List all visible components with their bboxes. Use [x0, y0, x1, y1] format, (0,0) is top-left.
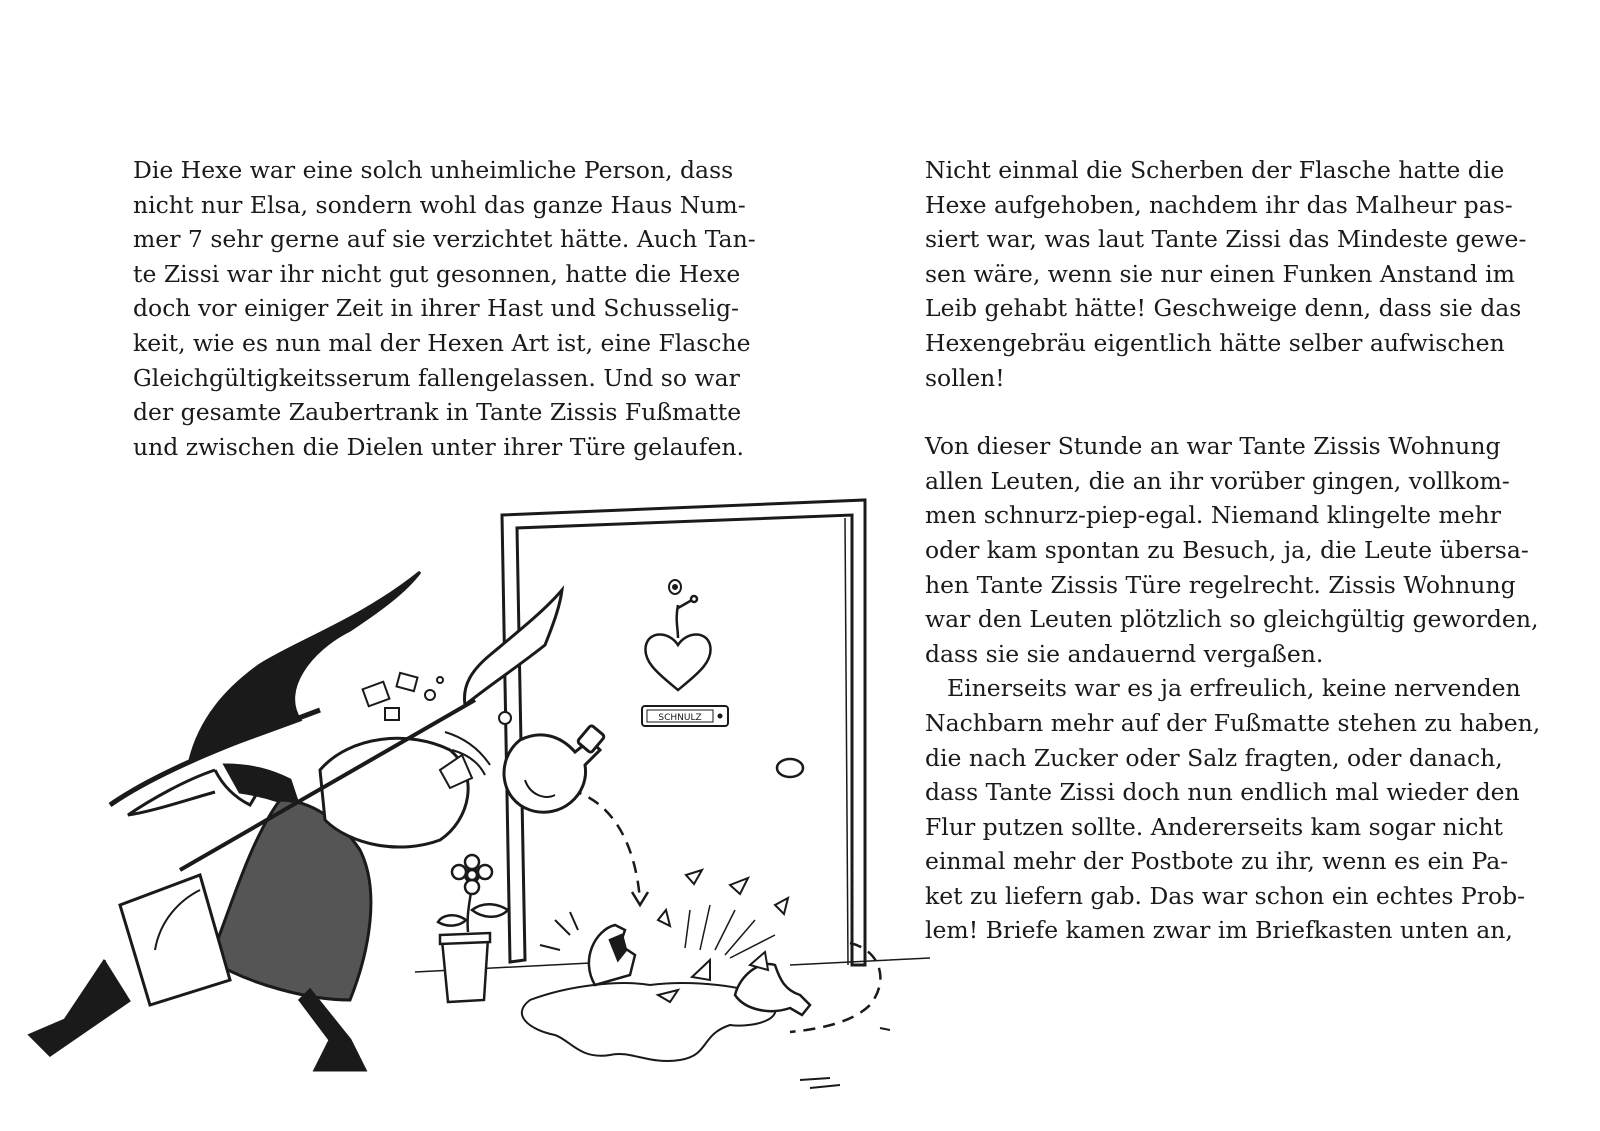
nameplate [642, 706, 728, 726]
right-text-column [925, 153, 1541, 948]
text-line: siert war, was laut Tante Zissi das Mindeste gewe- [925, 225, 1527, 254]
text-line: nicht nur Elsa, sondern wohl das ganze Haus Num- [133, 190, 746, 219]
text-line: Die Hexe war eine solch unheimliche Person, dass [133, 156, 734, 184]
text-line: Hexengebräu eigentlich hätte selber aufwischen [925, 328, 1505, 357]
text-line: und zwischen die Dielen unter ihrer Türe gelaufen. [133, 432, 744, 461]
trajectory-line [570, 790, 640, 900]
peephole-icon [669, 580, 681, 594]
paragraph-witch [133, 153, 756, 464]
text-line: die nach Zucker oder Salz fragten, oder danach, [925, 743, 1503, 772]
text-line: keit, wie es nun mal der Hexen Art ist, eine Flasche [133, 328, 751, 357]
door-icon [502, 500, 865, 965]
text-line: einmal mehr der Postbote zu ihr, wenn es ein Pa- [925, 847, 1509, 876]
text-line: Einerseits war es ja erfreulich, keine nervenden [947, 674, 1521, 703]
paragraph-gap [925, 395, 1473, 429]
text-line: Nicht einmal die Scherben der Flasche hatte die [925, 156, 1505, 184]
text-line: Hexe aufgehoben, nachdem ihr das Malheur pas- [925, 190, 1513, 219]
text-line: war den Leuten plötzlich so gleichgültig geworden, [925, 605, 1539, 634]
text-line: dass Tante Zissi doch nun endlich mal wieder den [925, 778, 1520, 807]
flower-pot-icon [438, 855, 508, 1002]
heart-icon [645, 596, 710, 690]
text-line: hen Tante Zissis Türe regelrecht. Zissis Wohnung [925, 570, 1516, 599]
left-text-column [133, 153, 756, 464]
text-line: allen Leuten, die an ihr vorüber gingen, vollkom- [925, 466, 1510, 495]
text-line: der gesamte Zaubertrank in Tante Zissis Fußmatte [133, 398, 742, 427]
text-line: Leib gehabt hätte! Geschweige denn, dass sie das [925, 294, 1522, 323]
text-line: dass sie sie andauernd vergaßen. [925, 639, 1324, 668]
text-line: Nachbarn mehr auf der Fußmatte stehen zu haben, [925, 708, 1541, 737]
text-line: doch vor einiger Zeit in ihrer Hast und Schusselig- [133, 294, 739, 323]
text-line: oder kam spontan zu Besuch, ja, die Leute übersa- [925, 535, 1529, 564]
paragraph-apartment [925, 429, 1539, 671]
text-line: sollen! [925, 363, 1005, 392]
text-line: Von dieser Stunde an war Tante Zissis Wohnung [925, 432, 1501, 461]
text-line: sen wäre, wenn sie nur einen Funken Anstand im [925, 259, 1515, 288]
text-line: Flur putzen sollte. Andererseits kam sogar nicht [925, 812, 1503, 841]
text-line: Gleichgültigkeitsserum fallengelassen. Und so war [133, 363, 740, 392]
text-line: ket zu liefern gab. Das war schon ein echtes Prob- [925, 881, 1526, 910]
text-line: lem! Briefe kamen zwar im Briefkasten unten an, [925, 916, 1513, 945]
paragraph-shards [925, 153, 1527, 395]
text-line: men schnurz-piep-egal. Niemand klingelte mehr [925, 501, 1502, 530]
text-line: mer 7 sehr gerne auf sie verzichtet hätte. Auch Tan- [133, 225, 756, 254]
nameplate-text: SCHNULZ [658, 713, 702, 723]
door-knob-icon [777, 759, 803, 777]
witch-illustration [10, 480, 930, 1125]
text-line: te Zissi war ihr nicht gut gesonnen, hatte die Hexe [133, 259, 741, 288]
paragraph-postman [925, 671, 1541, 948]
